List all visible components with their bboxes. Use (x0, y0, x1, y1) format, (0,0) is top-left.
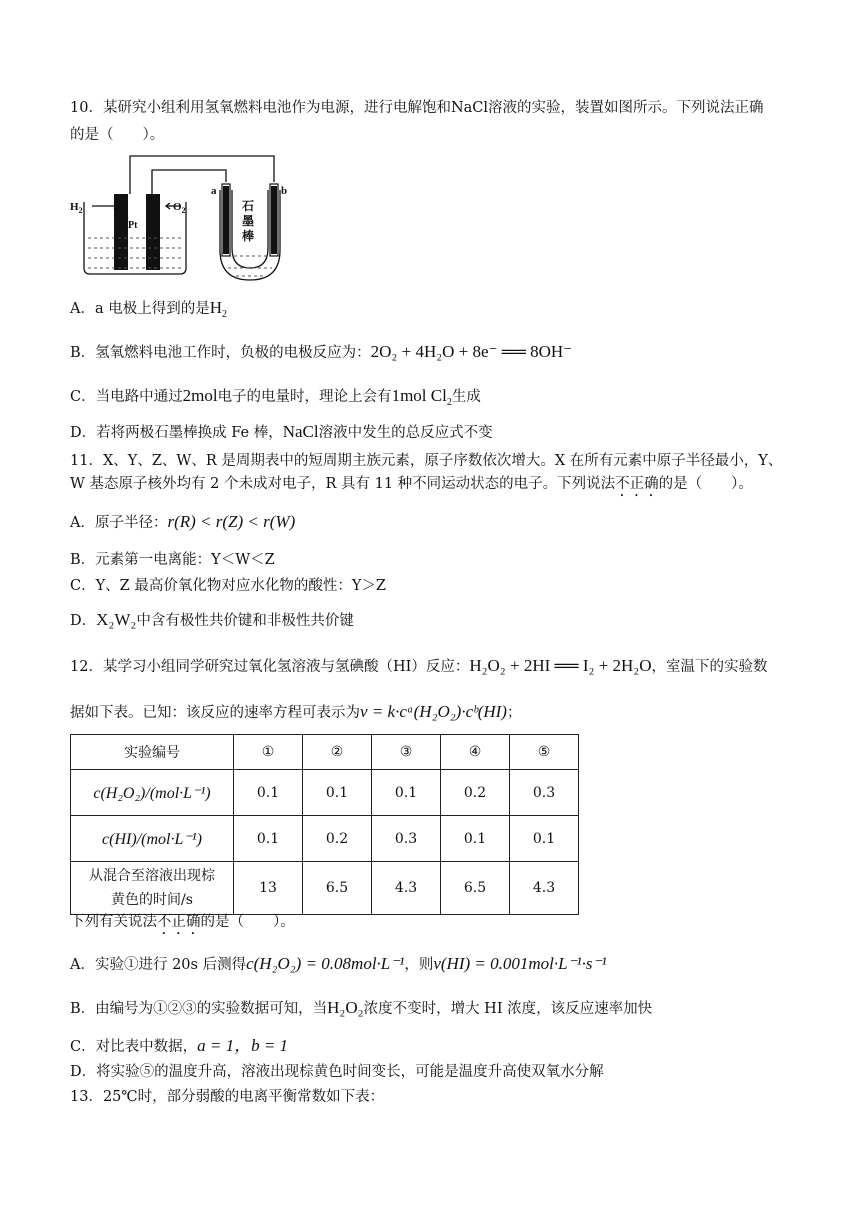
emphasis-not-correct: 不正确 (157, 914, 201, 930)
q11-stem-line2: W 基态原子核外均有 2 个未成对电子，R 具有 11 种不同运动状态的电子。下列说法不正确的是（ ）。 (70, 476, 753, 492)
table-cell: 6.5 (441, 862, 510, 915)
q10-stem-line2: 的是（ ）。 (70, 127, 165, 143)
row-label-time: 从混合至溶液出现棕 黄色的时间/s (71, 862, 234, 915)
table-cell: 0.2 (441, 770, 510, 816)
q12-stem-line1: 12．某学习小组同学研究过氧化氢溶液与氢碘酸（HI）反应：H₂O₂ + 2HI ══ I₂ + 2H₂O，室温下的实验数 (70, 656, 768, 675)
pt-electrode-left (114, 194, 128, 270)
q10-option-d: D．若将两极石墨棒换成 Fe 棒，NaCl溶液中发生的总反应式不变 (70, 422, 493, 441)
table-header-cell: ④ (441, 735, 510, 770)
electrode-b-label: b (281, 185, 288, 197)
table-row (71, 862, 579, 915)
table-cell: 6.5 (303, 862, 372, 915)
rod-label-2: 墨 (242, 214, 255, 228)
table-cell: 0.1 (441, 816, 510, 862)
table-header-cell: 实验编号 (71, 735, 234, 770)
row-label-hi: c(HI)/(mol·L⁻¹) (71, 816, 234, 862)
table-header-cell: ① (234, 735, 303, 770)
q12-option-d: D．将实验⑤的温度升高，溶液出现棕黄色时间变长，可能是温度升高使双氧水分解 (70, 1064, 604, 1080)
table-header-cell: ③ (372, 735, 441, 770)
q12-option-c: C．对比表中数据，a = 1，b = 1 (70, 1036, 289, 1055)
table-cell: 0.1 (234, 770, 303, 816)
q10-option-c: C．当电路中通过2mol电子的电量时，理论上会有1mol $Cl_2$生成 (70, 386, 481, 408)
table-cell: 4.3 (372, 862, 441, 915)
q10-option-a: A．a 电极上得到的是$H_2$ (70, 298, 228, 320)
table-cell: 0.2 (303, 816, 372, 862)
table-cell: 13 (234, 862, 303, 915)
q11-stem-line1: 11．X、Y、Z、W、R 是周期表中的短周期主族元素，原子序数依次增大。X 在所有元素中原子半径最小，Y、 (70, 453, 783, 469)
rod-label-1: 石 (242, 199, 255, 213)
o2-label: $O_2$ (173, 201, 186, 215)
rod-label-3: 棒 (242, 229, 255, 243)
table-header-cell: ⑤ (510, 735, 579, 770)
q12-option-a: A．实验①进行 20s 后测得c(H₂O₂) = 0.08mol·L⁻¹，则v(HI) = 0.001mol·L⁻¹·s⁻¹ (70, 954, 607, 973)
electrode-a-label: a (211, 185, 217, 197)
table-cell: 0.1 (510, 816, 579, 862)
table-header-row (71, 735, 579, 770)
table-cell: 0.3 (372, 816, 441, 862)
table-cell: 0.1 (372, 770, 441, 816)
q12-stem-line2: 据如下表。已知：该反应的速率方程可表示为v = k·cᵃ(H₂O₂)·cᵇ(HI)； (70, 702, 522, 721)
q12-option-b: B．由编号为①②③的实验数据可知，当H₂O₂浓度不变时，增大 HI 浓度，该反应速率加快 (70, 998, 653, 1017)
q10-option-b: B．氢氧燃料电池工作时，负极的电极反应为：2O₂ + 4H₂O + 8e⁻ ══ 8OH⁻ (70, 342, 573, 361)
table-row (71, 816, 579, 862)
q11-option-b: B．元素第一电离能：Y＜W＜Z (70, 552, 275, 568)
table-cell: 4.3 (510, 862, 579, 915)
table-cell: 0.3 (510, 770, 579, 816)
q10-stem-line1: 10．某研究小组利用氢氧燃料电池作为电源，进行电解饱和NaCl溶液的实验，装置如图所示。下列说法正确 (70, 100, 764, 116)
emphasis-not-correct: 不正确 (615, 476, 659, 492)
electrolysis-apparatus-figure (70, 150, 310, 285)
q11-option-c: C．Y、Z 最高价氧化物对应水化物的酸性：Y＞Z (70, 578, 386, 594)
pt-electrode-right (146, 194, 160, 270)
table-cell: 0.1 (234, 816, 303, 862)
q11-option-a: A．原子半径：r(R) < r(Z) < r(W) (70, 512, 296, 531)
q13-stem: 13．25℃时，部分弱酸的电离平衡常数如下表： (70, 1089, 385, 1105)
pt-label: Pt (128, 220, 138, 231)
h2-label: $H_2$ (70, 201, 83, 215)
table-cell: 0.1 (303, 770, 372, 816)
table-header-cell: ② (303, 735, 372, 770)
q11-option-d: D．X₂W₂中含有极性共价键和非极性共价键 (70, 610, 354, 629)
table-row (71, 770, 579, 816)
row-label-h2o2: c(H₂O₂)/(mol·L⁻¹) (71, 770, 234, 816)
experiment-data-table (70, 734, 579, 915)
q12-after-table: 下列有关说法不正确的是（ ）。 (70, 914, 295, 930)
